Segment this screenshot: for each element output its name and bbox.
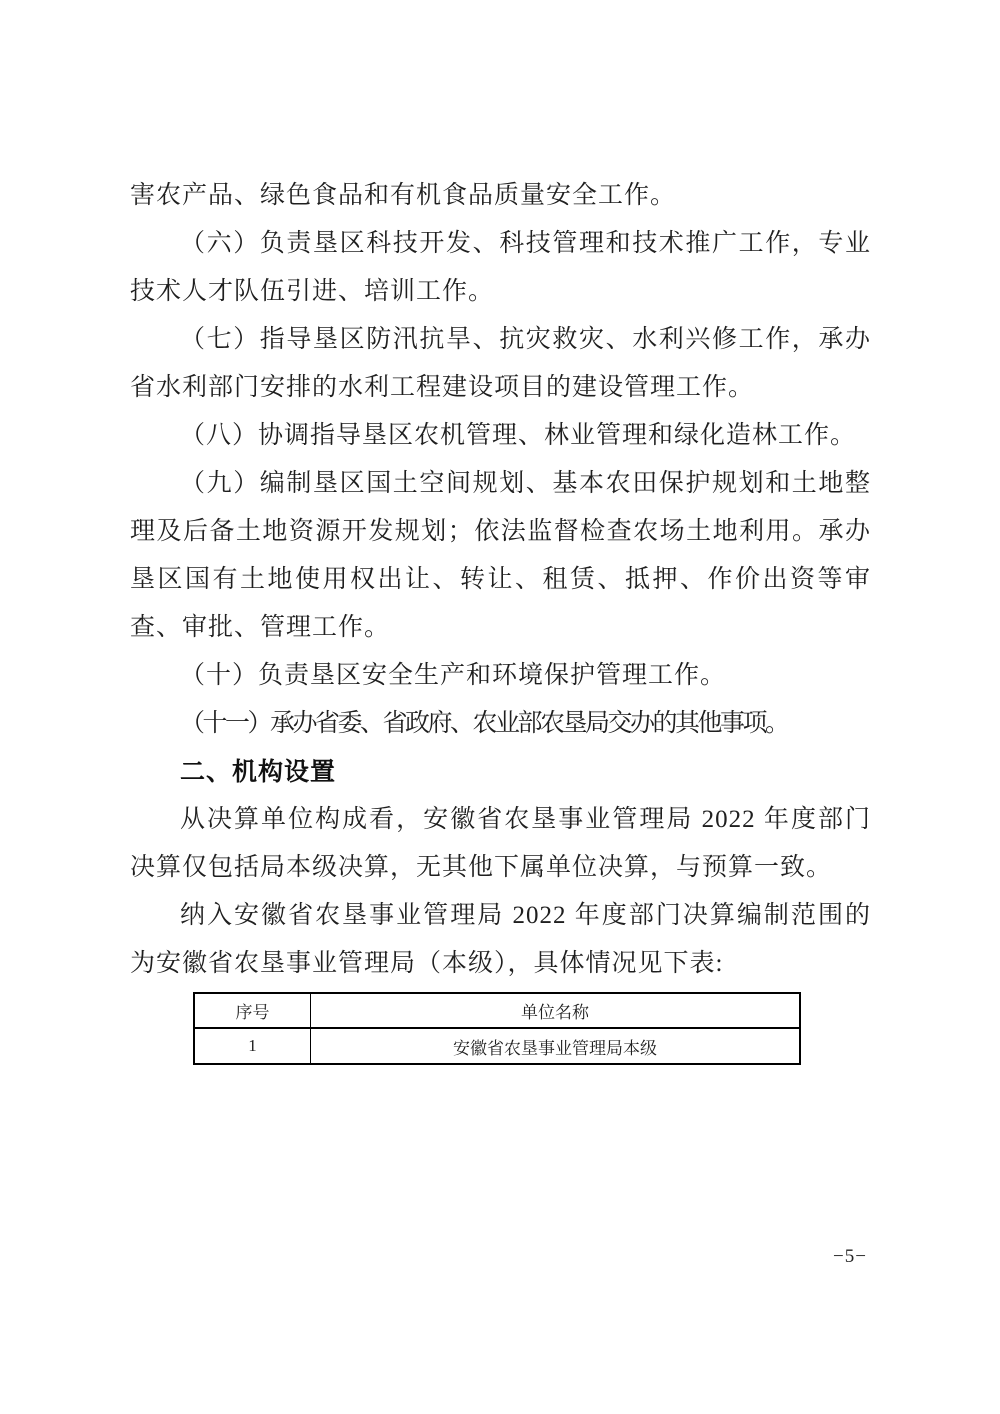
table-header-cell-unit-name: 单位名称 bbox=[311, 993, 801, 1028]
document-body bbox=[130, 172, 871, 988]
paragraph-org-scope: 纳入安徽省农垦事业管理局 2022 年度部门决算编制范围的为安徽省农垦事业管理局（本级），具体情况见下表: bbox=[130, 902, 871, 977]
table-cell-unit-name: 安徽省农垦事业管理局本级 bbox=[311, 1028, 801, 1064]
paragraph-duty-9: （九）编制垦区国土空间规划、基本农田保护规划和土地整理及后备土地资源开发规划；依法监督检查农场土地利用。承办垦区国有土地使用权出让、转让、租赁、抵押、作价出资等审查、审批、管理工作。 bbox=[130, 470, 871, 641]
paragraph-duty-7: （七）指导垦区防汛抗旱、抗灾救灾、水利兴修工作，承办省水利部门安排的水利工程建设项目的建设管理工作。 bbox=[130, 326, 871, 401]
table-header-row bbox=[194, 993, 800, 1028]
paragraph-duty-8: （八）协调指导垦区农机管理、林业管理和绿化造林工作。 bbox=[180, 422, 857, 449]
units-table-container bbox=[193, 992, 801, 1065]
units-table bbox=[193, 992, 801, 1065]
table-header-cell-seq: 序号 bbox=[194, 993, 311, 1028]
paragraph-duty-6: （六）负责垦区科技开发、科技管理和技术推广工作，专业技术人才队伍引进、培训工作。 bbox=[130, 230, 871, 305]
paragraph-continuation: 害农产品、绿色食品和有机食品质量安全工作。 bbox=[130, 182, 677, 209]
paragraph-org-composition: 从决算单位构成看，安徽省农垦事业管理局 2022 年度部门决算仅包括局本级决算，无其他下属单位决算，与预算一致。 bbox=[130, 806, 871, 881]
paragraph-duty-10: （十）负责垦区安全生产和环境保护管理工作。 bbox=[180, 662, 727, 689]
paragraph-duty-11: （十一）承办省委、省政府、农业部农垦局交办的其他事项。 bbox=[180, 710, 788, 737]
page-number: −5− bbox=[833, 1246, 867, 1267]
section-heading: 二、机构设置 bbox=[180, 758, 337, 786]
table-row bbox=[194, 1028, 800, 1064]
table-cell-seq: 1 bbox=[194, 1028, 311, 1064]
